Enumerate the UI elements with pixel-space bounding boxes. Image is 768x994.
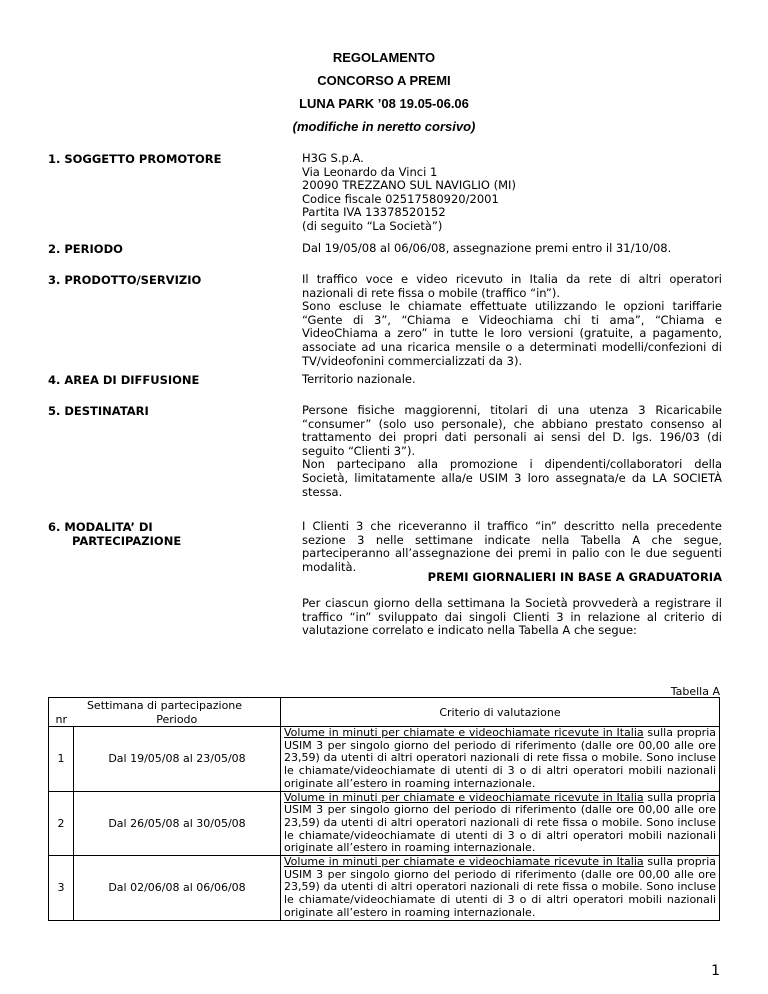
promoter-name: H3G S.p.A. (302, 151, 364, 165)
product-exclusions: Sono escluse le chiamate effettuate utilizzando le opzioni tariffarie “Gente di 3”, “Chiama e Videochiama chi ti ama”, “Chiama e VideoChiama a zero” in tutte le loro versioni (gratuite, a pagamento, associate ad una ricarica mensile o a determinati modelli/confezioni di TV/videofonini commercializzati da 3). (302, 299, 722, 368)
section-3-label: 3. PRODOTTO/SERVIZIO (48, 273, 202, 287)
section-1-label: 1. SOGGETTO PROMOTORE (48, 152, 222, 166)
promoter-address: Via Leonardo da Vinci 1 (302, 164, 438, 179)
row-criterio (281, 856, 720, 921)
section-4-label: 4. AREA DI DIFFUSIONE (48, 373, 200, 387)
area-text: Territorio nazionale. (302, 372, 416, 386)
table-row (49, 727, 720, 792)
recipients-exclusions: Non partecipano alla promozione i dipendenti/collaboratori della Società, limitatamente alla/e USIM 3 loro assegnata/e da LA SOCIETÀ stessa. (302, 457, 722, 499)
table-head-periodo: Periodo (74, 712, 281, 727)
criterio-rest: sulla propria USIM 3 per singolo giorno del periodo di riferimento (dalle ore 00,00 alle ore 23,59) da utenti di altri operatori nazionali di rete fissa o mobile. Sono incluse le chiamate/videochiamate di utenti di 3 o di altri operatori mobili nazionali originate all’estero in roaming internazionale. (284, 726, 717, 790)
section-6-label (48, 520, 288, 548)
row-periodo: Dal 02/06/08 al 06/06/08 (74, 856, 281, 921)
product-text: Il traffico voce e video ricevuto in Italia da rete di altri operatori nazionali di rete fissa o mobile (traffico “in”). (302, 272, 722, 300)
row-nr: 1 (49, 727, 74, 792)
section-5-body (302, 404, 722, 499)
criterio-underlined: Volume in minuti per chiamate e videochiamate ricevute in Italia (284, 790, 644, 804)
section-5-label: 5. DESTINATARI (48, 404, 149, 418)
section-6-body (302, 520, 722, 574)
daily-prizes-text: Per ciascun giorno della settimana la Società provvederà a registrare il traffico “in” sviluppato dai singoli Clienti 3 in relazione al criterio di valutazione correlato e indicato nella Tabella A che segue: (302, 596, 722, 638)
participation-text: I Clienti 3 che riceveranno il traffico “in” descritto nella precedente sezione 3 nelle settimane indicate nella Tabella A che segue, parteciperanno all’assegnazione dei premi in palio con le due seguenti modalità. (302, 519, 722, 574)
promoter-alias: (di seguito “La Società”) (302, 218, 443, 233)
row-periodo: Dal 19/05/08 al 23/05/08 (74, 727, 281, 792)
doc-subtitle-contest: CONCORSO A PREMI (317, 73, 451, 88)
row-periodo: Dal 26/05/08 al 30/05/08 (74, 791, 281, 856)
row-nr: 3 (49, 856, 74, 921)
table-head-group: Settimana di partecipazione (49, 698, 281, 713)
table-header-row (49, 698, 720, 713)
daily-prizes-heading: PREMI GIORNALIERI IN BASE A GRADUATORIA (427, 570, 722, 584)
table-a (48, 697, 720, 921)
row-criterio (281, 727, 720, 792)
section-6-label-line2: PARTECIPAZIONE (72, 534, 182, 548)
recipients-text: Persone fisiche maggiorenni, titolari di una utenza 3 Ricaricabile “consumer” (solo uso personale), che abbiano prestato consenso al trattamento dei propri dati personali ai sensi del D. lgs. 196/03 (di seguito “Clienti 3”). (302, 403, 722, 458)
section-4-body (302, 373, 722, 387)
section-6-label-line1: 6. MODALITA’ DI (48, 520, 153, 534)
row-nr: 2 (49, 791, 74, 856)
row-criterio (281, 791, 720, 856)
criterio-rest: sulla propria USIM 3 per singolo giorno del periodo di riferimento (dalle ore 00,00 alle ore 23,59) da utenti di altri operatori nazionali di rete fissa o mobile. Sono incluse le chiamate/videochiamate di utenti di 3 o di altri operatori mobili nazionali originate all’estero in roaming internazionale. (284, 855, 717, 919)
promoter-tax-code: Codice fiscale 02517580920/2001 (302, 191, 499, 206)
doc-title: REGOLAMENTO (332, 50, 436, 65)
page-number: 1 (711, 963, 720, 979)
table-row (49, 791, 720, 856)
promoter-city: 20090 TREZZANO SUL NAVIGLIO (MI) (302, 178, 516, 193)
period-text: Dal 19/05/08 al 06/06/08, assegnazione premi entro il 31/10/08. (302, 241, 672, 255)
doc-note: (modifiche in neretto corsivo) (292, 119, 476, 134)
section-1-body (302, 152, 722, 234)
section-2-body (302, 242, 722, 256)
table-caption: Tabella A (670, 685, 720, 698)
table-head-nr: nr (49, 712, 74, 727)
criterio-underlined: Volume in minuti per chiamate e videochiamate ricevute in Italia (284, 855, 644, 869)
table-head-criterio: Criterio di valutazione (281, 698, 720, 727)
section-2-label: 2. PERIODO (48, 242, 123, 256)
promoter-vat: Partita IVA 13378520152 (302, 205, 446, 220)
doc-subtitle-name: LUNA PARK ’08 19.05-06.06 (299, 96, 469, 111)
section-3-body (302, 273, 722, 368)
criterio-rest: sulla propria USIM 3 per singolo giorno del periodo di riferimento (dalle ore 00,00 alle ore 23,59) da utenti di altri operatori nazionali di rete fissa o mobile. Sono incluse le chiamate/videochiamate di utenti di 3 o di altri operatori mobili nazionali originate all’estero in roaming internazionale. (284, 790, 717, 855)
criterio-underlined: Volume in minuti per chiamate e videochiamate ricevute in Italia (284, 726, 644, 739)
table-row (49, 856, 720, 921)
